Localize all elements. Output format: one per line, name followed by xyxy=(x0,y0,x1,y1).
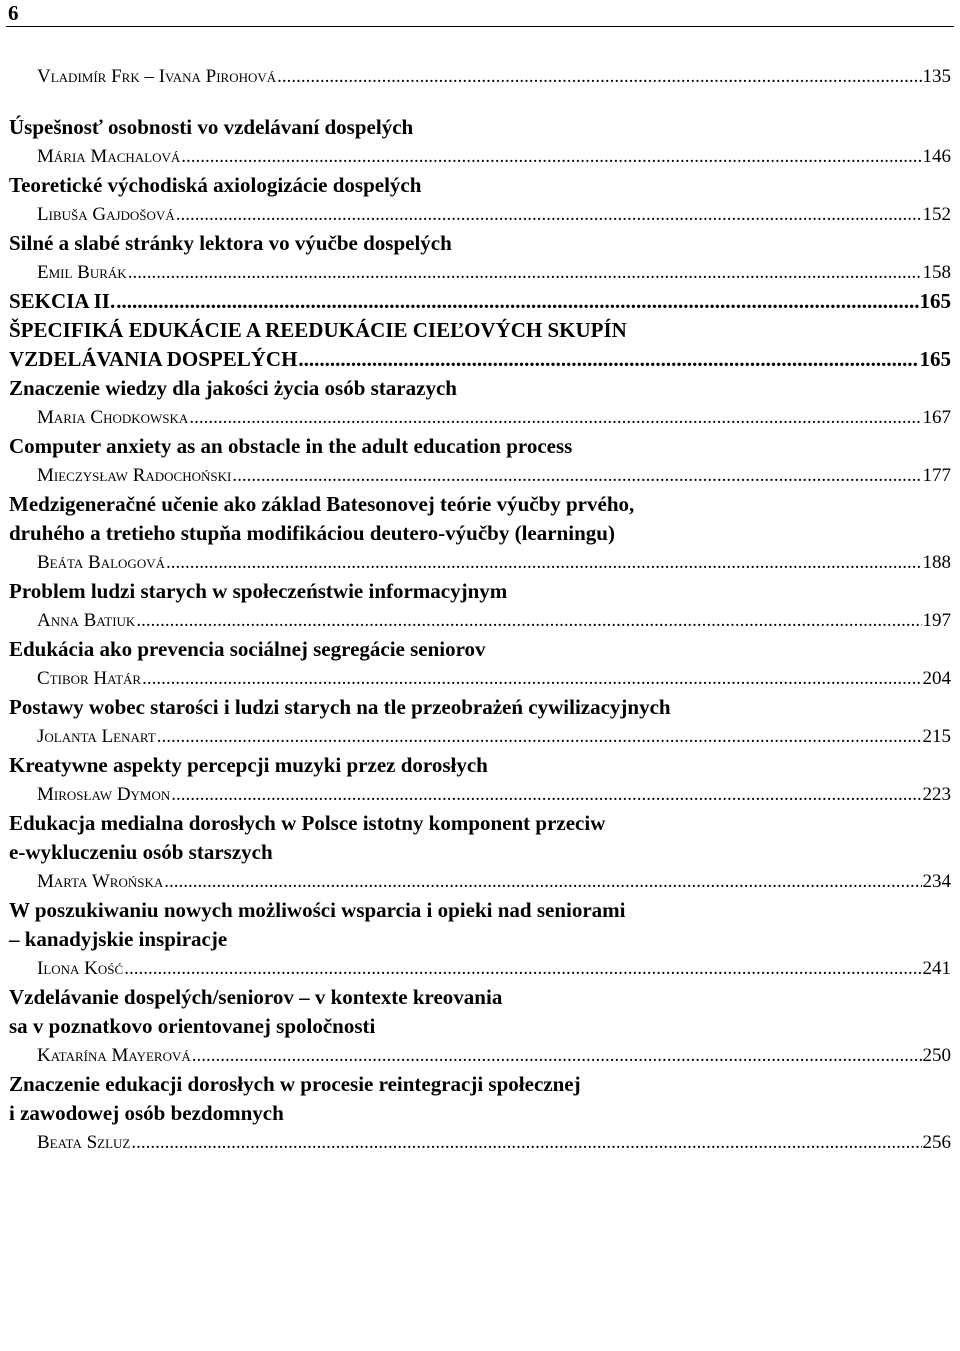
section-label: VZDELÁVANIA DOSPELÝCH xyxy=(9,347,298,371)
dot-leader xyxy=(298,345,918,374)
table-of-contents xyxy=(9,62,951,1157)
toc-entry-title: Znaczenie wiedzy dla jakości życia osób starazych xyxy=(9,376,457,400)
page-ref: 256 xyxy=(922,1132,951,1153)
header-rule xyxy=(6,26,954,27)
toc-entry-author xyxy=(9,62,951,91)
toc-entry-author xyxy=(9,1128,951,1157)
section-label: SEKCIA II. xyxy=(9,289,116,313)
dot-leader xyxy=(157,722,922,751)
page-ref: 167 xyxy=(922,407,951,428)
dot-leader xyxy=(131,1128,921,1157)
toc-section-heading xyxy=(9,345,951,374)
dot-leader xyxy=(171,780,921,809)
page-ref: 158 xyxy=(922,262,951,283)
toc-entry-title: e-wykluczeniu osób starszych xyxy=(9,840,273,864)
toc-entry-author xyxy=(9,461,951,490)
page-ref: 197 xyxy=(922,610,951,631)
dot-leader xyxy=(142,664,921,693)
toc-entry-title: Problem ludzi starych w społeczeństwie informacyjnym xyxy=(9,579,508,603)
dot-leader xyxy=(164,867,921,896)
author-name: Mirosław Dymon xyxy=(37,784,171,805)
toc-spacer xyxy=(9,91,951,113)
author-name: Mária Machalová xyxy=(37,146,181,167)
dot-leader xyxy=(128,258,922,287)
author-name: Libuša Gajdošová xyxy=(37,204,175,225)
page-ref: 177 xyxy=(922,465,951,486)
toc-entry-title: – kanadyjskie inspiracje xyxy=(9,927,228,951)
toc-entry-author xyxy=(9,867,951,896)
page-number: 6 xyxy=(8,1,19,25)
author-name: Ilona Kość xyxy=(37,958,124,979)
page-ref: 234 xyxy=(922,871,951,892)
toc-entry-author xyxy=(9,664,951,693)
toc-entry-title: i zawodowej osób bezdomnych xyxy=(9,1101,284,1125)
toc-entry-title: Silné a slabé stránky lektora vo výučbe dospelých xyxy=(9,231,452,255)
page-ref: 152 xyxy=(922,204,951,225)
author-name: Anna Batiuk xyxy=(37,610,136,631)
toc-entry-author xyxy=(9,722,951,751)
toc-entry-author xyxy=(9,142,951,171)
page-ref: 250 xyxy=(922,1045,951,1066)
toc-entry-title: Edukácia ako prevencia sociálnej segregácie seniorov xyxy=(9,637,486,661)
toc-entry-author xyxy=(9,954,951,983)
dot-leader xyxy=(136,606,921,635)
toc-section-heading xyxy=(9,287,951,316)
author-name: Katarína Mayerová xyxy=(37,1045,191,1066)
author-name: Beata Szluz xyxy=(37,1132,131,1153)
toc-entry-title: Medzigeneračné učenie ako základ Batesonovej teórie výučby prvého, xyxy=(9,492,635,516)
toc-entry-author xyxy=(9,548,951,577)
author-name: Marta Wrońska xyxy=(37,871,164,892)
dot-leader xyxy=(192,1041,922,1070)
page-ref: 241 xyxy=(922,958,951,979)
author-name: Mieczysław Radochoński xyxy=(37,465,232,486)
author-name: Jolanta Lenart xyxy=(37,726,156,747)
toc-entry-author xyxy=(9,200,951,229)
dot-leader xyxy=(116,287,918,316)
toc-entry-title: Znaczenie edukacji dorosłych w procesie reintegracji społecznej xyxy=(9,1072,581,1096)
page-ref: 146 xyxy=(922,146,951,167)
page-ref: 204 xyxy=(922,668,951,689)
toc-entry-title: Postawy wobec starości i ludzi starych na tle przeobrażeń cywilizacyjnych xyxy=(9,695,671,719)
toc-entry-author xyxy=(9,1041,951,1070)
toc-entry-title: Computer anxiety as an obstacle in the adult education process xyxy=(9,434,573,458)
dot-leader xyxy=(124,954,921,983)
dot-leader xyxy=(277,62,921,91)
author-name: Vladimír Frk – Ivana Pirohová xyxy=(37,66,277,87)
dot-leader xyxy=(181,142,921,171)
toc-entry-author xyxy=(9,403,951,432)
toc-entry-title: Kreatywne aspekty percepcji muzyki przez dorosłych xyxy=(9,753,488,777)
toc-entry-title: sa v poznatkovo orientovanej spoločnosti xyxy=(9,1014,376,1038)
dot-leader xyxy=(176,200,922,229)
toc-entry-title: Edukacja medialna dorosłych w Polsce istotny komponent przeciw xyxy=(9,811,606,835)
toc-entry-title: ŠPECIFIKÁ EDUKÁCIE A REEDUKÁCIE CIEĽOVÝCH SKUPÍN xyxy=(9,318,627,342)
toc-entry-author xyxy=(9,606,951,635)
page-ref: 223 xyxy=(922,784,951,805)
page-ref: 188 xyxy=(922,552,951,573)
author-name: Emil Burák xyxy=(37,262,127,283)
page-ref: 165 xyxy=(919,347,951,371)
toc-entry-title: Teoretické východiská axiologizácie dospelých xyxy=(9,173,422,197)
page-ref: 215 xyxy=(922,726,951,747)
dot-leader xyxy=(189,403,921,432)
dot-leader xyxy=(232,461,921,490)
author-name: Ctibor Határ xyxy=(37,668,142,689)
toc-entry-title: druhého a tretieho stupňa modifikáciou deutero-výučby (learningu) xyxy=(9,521,615,545)
page-ref: 165 xyxy=(919,289,951,313)
toc-entry-title: Vzdelávanie dospelých/seniorov – v kontexte kreovania xyxy=(9,985,503,1009)
toc-entry-title: W poszukiwaniu nowych możliwości wsparcia i opieki nad seniorami xyxy=(9,898,626,922)
toc-entry-title: Úspešnosť osobnosti vo vzdelávaní dospelých xyxy=(9,115,414,139)
toc-entry-author xyxy=(9,258,951,287)
author-name: Beáta Balogová xyxy=(37,552,165,573)
page-ref: 135 xyxy=(922,66,951,87)
dot-leader xyxy=(166,548,922,577)
toc-entry-author xyxy=(9,780,951,809)
author-name: Maria Chodkowska xyxy=(37,407,189,428)
